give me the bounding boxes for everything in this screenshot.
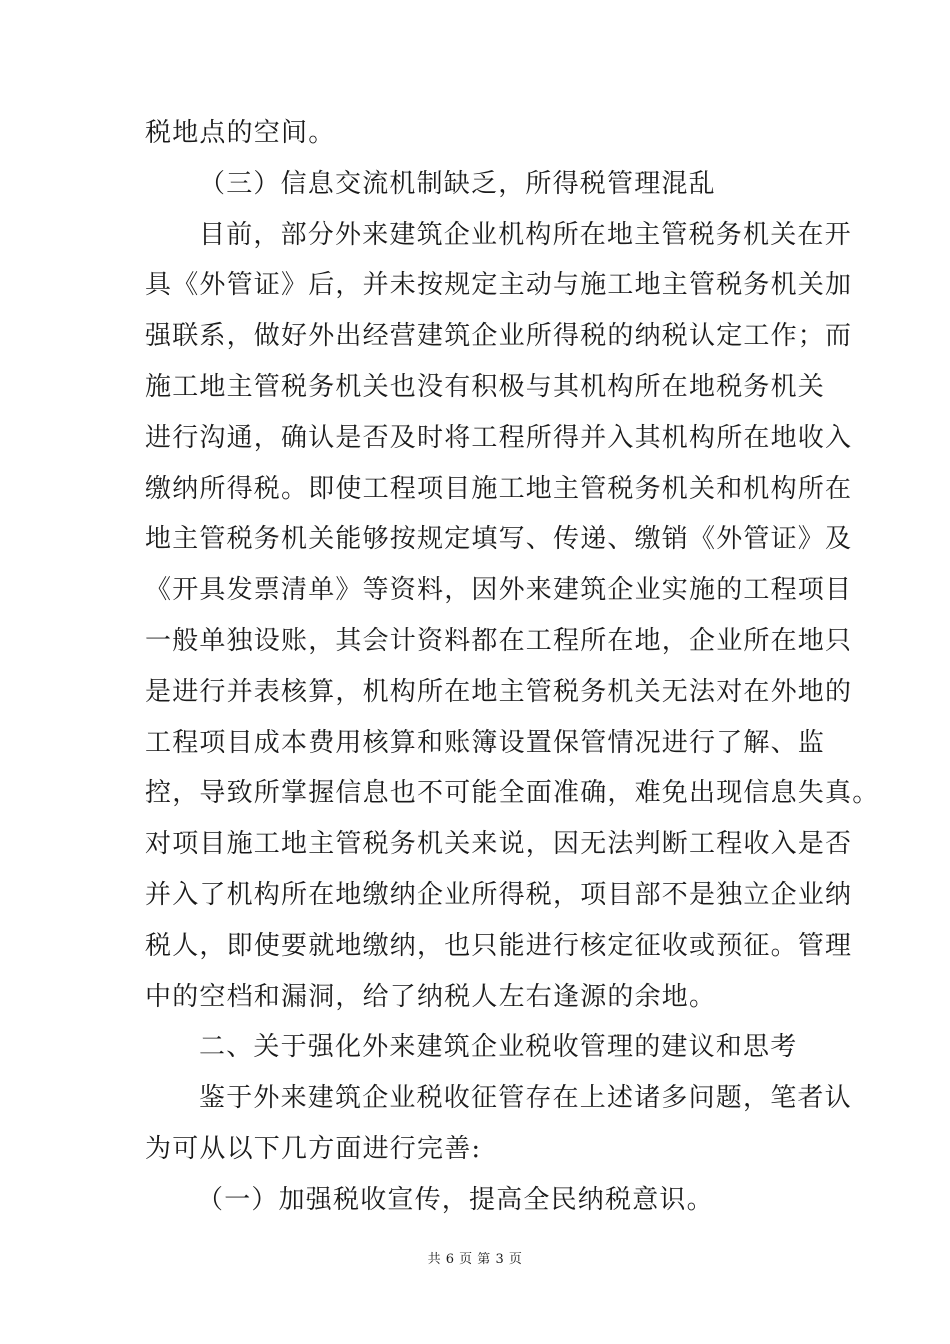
text-line: 并入了机构所在地缴纳企业所得税，项目部不是独立企业纳 xyxy=(145,879,853,910)
text-line: 对项目施工地主管税务机关来说，因无法判断工程收入是否 xyxy=(145,829,853,860)
text-line: 施工地主管税务机关也没有积极与其机构所在地税务机关 xyxy=(145,371,826,402)
text-line: 控，导致所掌握信息也不可能全面准确，难免出现信息失真。 xyxy=(145,778,880,809)
text-line: 鉴于外来建筑企业税收征管存在上述诸多问题，笔者认 xyxy=(199,1083,852,1114)
text-line: 中的空档和漏洞，给了纳税人左右逢源的余地。 xyxy=(145,981,717,1012)
text-line: 地主管税务机关能够按规定填写、传递、缴销《外管证》及 xyxy=(145,524,853,555)
text-line: 税地点的空间。 xyxy=(145,118,336,148)
text-line: 是进行并表核算，机构所在地主管税务机关无法对在外地的 xyxy=(145,676,853,707)
page-number: 共 6 页 第 3 页 xyxy=(427,1252,523,1267)
text-line: 工程项目成本费用核算和账簿设置保管情况进行了解、监 xyxy=(145,727,826,758)
subsection-heading: （一）加强税收宣传，提高全民纳税意识。 xyxy=(197,1184,714,1215)
text-line: 目前，部分外来建筑企业机构所在地主管税务机关在开 xyxy=(199,219,852,250)
text-line: 缴纳所得税。即使工程项目施工地主管税务机关和机构所在 xyxy=(145,473,853,504)
text-line: 具《外管证》后，并未按规定主动与施工地主管税务机关加 xyxy=(145,270,853,301)
text-line: 《开具发票清单》等资料，因外来建筑企业实施的工程项目 xyxy=(145,575,853,606)
section-heading: 二、关于强化外来建筑企业税收管理的建议和思考 xyxy=(199,1032,798,1063)
section-heading: （三）信息交流机制缺乏，所得税管理混乱 xyxy=(199,168,716,199)
text-line: 进行沟通，确认是否及时将工程所得并入其机构所在地收入 xyxy=(145,422,853,453)
text-line: 税人，即使要就地缴纳，也只能进行核定征收或预征。管理 xyxy=(145,930,853,961)
text-line: 强联系，做好外出经营建筑企业所得税的纳税认定工作；而 xyxy=(145,321,853,352)
document-body xyxy=(145,108,880,1226)
text-line: 一般单独设账，其会计资料都在工程所在地，企业所在地只 xyxy=(145,625,853,656)
text-line: 为可从以下几方面进行完善: xyxy=(145,1133,482,1164)
